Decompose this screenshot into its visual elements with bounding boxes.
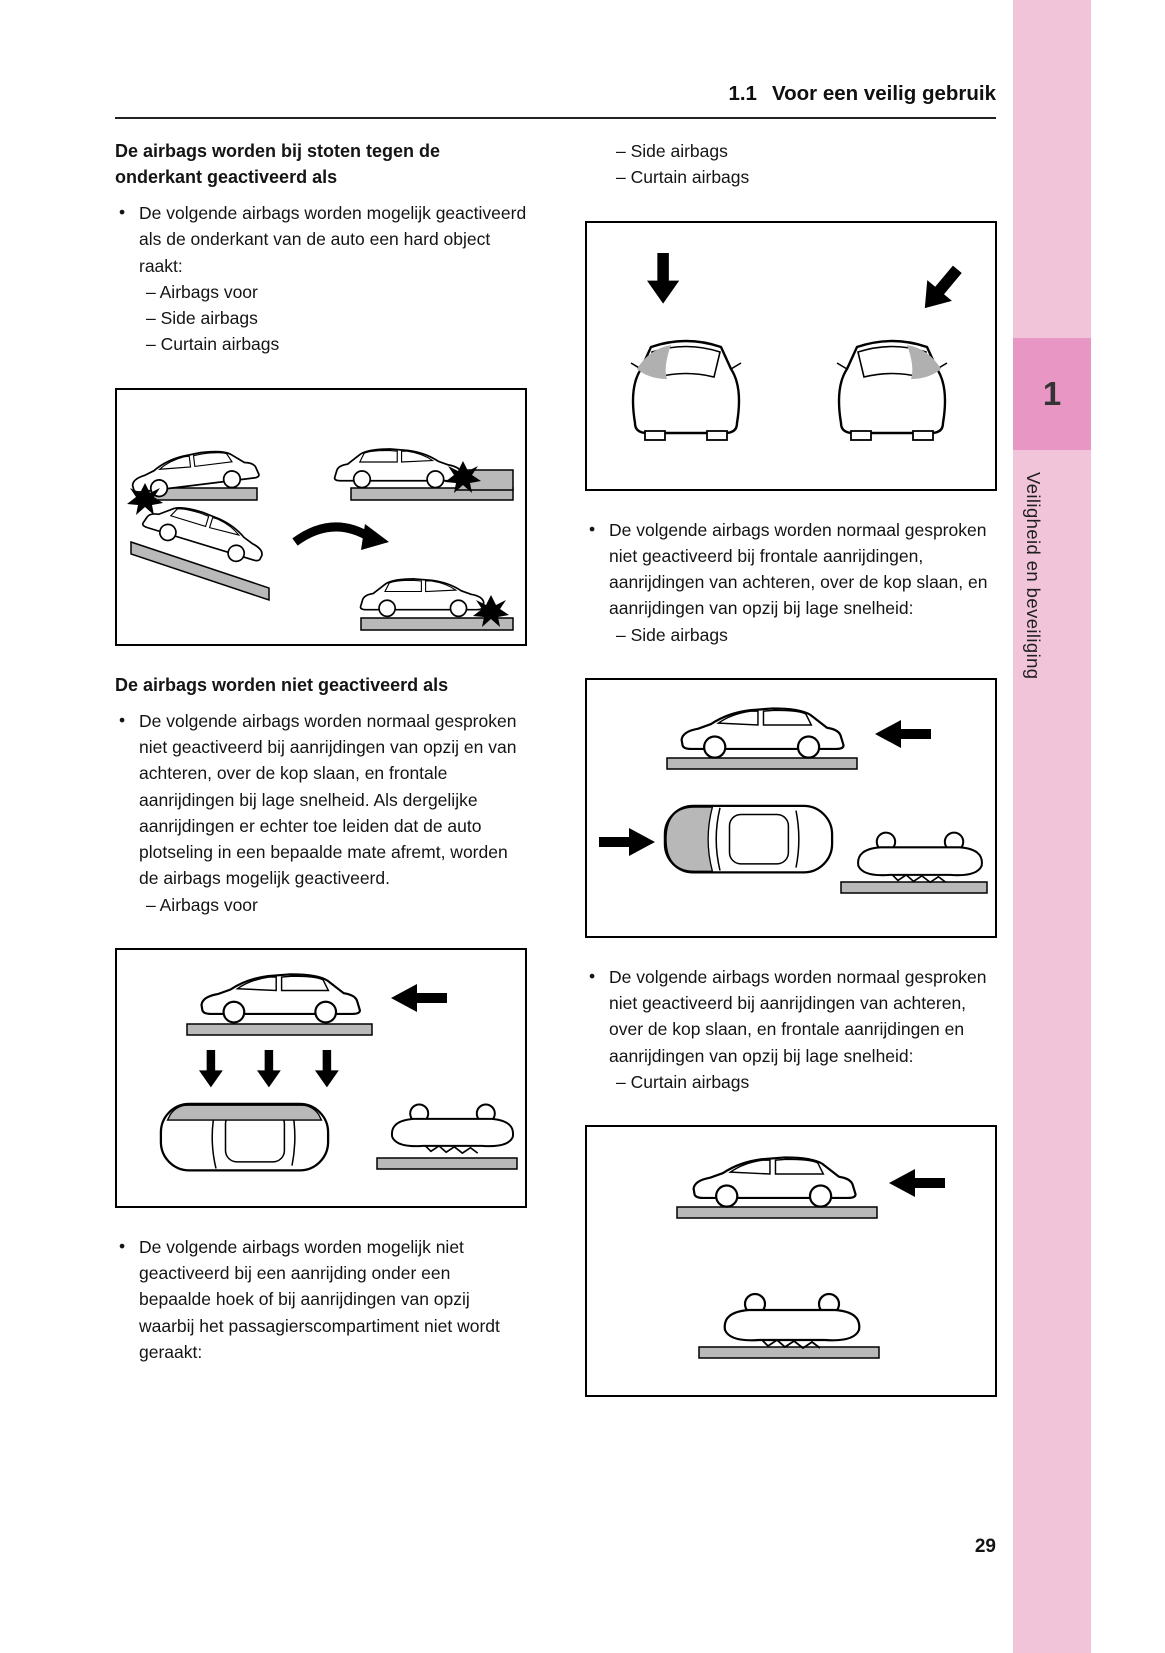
list-item: – Curtain airbags (616, 167, 750, 188)
bullet-marker: • (589, 965, 596, 986)
heading-underside-activated: De airbags worden bij stoten tegen de onderkant geactiveerd als (115, 141, 441, 188)
header-rule (115, 117, 996, 119)
arrow-left-icon (391, 984, 447, 1012)
arrow-left-icon (875, 720, 931, 748)
list-item: – Curtain airbags (146, 334, 280, 355)
bullet-text: De volgende airbags worden mogelijk niet geactiveerd bij een aanrijding onder een bepaalde hoek of bij aanrijdingen van opzij waarbij het passagierscompartiment niet wordt geraakt: (139, 1236, 500, 1362)
page-number: 29 (974, 1536, 996, 1557)
motion-arrowhead-icon (361, 524, 389, 550)
car-rear-impact-icon (202, 974, 360, 1022)
bullet-marker: • (119, 202, 126, 223)
motion-arrow-icon (295, 527, 371, 542)
list-item: – Curtain airbags (616, 1071, 750, 1092)
bullet-text: De volgende airbags worden normaal gesproken niet geactiveerd bij frontale aanrijdingen, aanrijdingen van achteren, over de kop slaan, en aanrijdingen van opzij bij lage snelheid: (609, 519, 988, 619)
section-title: Voor een veilig gebruik (771, 82, 996, 105)
chapter-title-vertical: Veiligheid en beveiliging (1023, 472, 1044, 680)
chapter-number: 1 (1042, 375, 1062, 412)
section-number: 1.1 (728, 82, 757, 105)
arrow-diagonal-icon (912, 259, 969, 318)
figure-side-airbag-exceptions (585, 678, 997, 938)
figure-underside-impacts (115, 388, 527, 646)
right-column (585, 138, 997, 1423)
arrow-down-icon (257, 1050, 281, 1087)
bullet-marker: • (119, 1235, 126, 1256)
left-column (115, 138, 527, 1365)
bullet-marker: • (589, 518, 596, 539)
car-hitting-dip-icon (361, 579, 484, 616)
bullet-item (115, 200, 527, 279)
bullet-item (585, 964, 997, 1069)
bullet-item (115, 708, 527, 892)
arrow-down-icon (199, 1050, 223, 1087)
car-rollover-icon (392, 1104, 513, 1153)
car-rear-impact-icon (694, 1157, 856, 1206)
car-rollover-icon (858, 832, 982, 882)
car-frontal-impact-topview-icon (665, 806, 832, 873)
arrow-down-icon (647, 253, 679, 304)
bullet-text: De volgende airbags worden mogelijk geactiveerd als de onderkant van de auto een hard object raakt: (139, 203, 527, 276)
figure-front-airbag-exceptions (115, 948, 527, 1208)
bullet-text: De volgende airbags worden normaal gesproken niet geactiveerd bij aanrijdingen van opzij en van achteren, over de kop slaan, en frontale aanrijdingen bij lage snelheid. Als dergelijke aanrijdingen er echter toe leiden dat de auto plotseling in een bepaalde mate afremt, worden de airbags mogelijk geactiveerd. (139, 710, 517, 889)
bullet-marker: • (119, 709, 126, 730)
arrow-right-icon (599, 828, 655, 856)
bullet-item (115, 1234, 527, 1365)
list-item: – Airbags voor (146, 894, 258, 915)
list-item: – Side airbags (616, 141, 728, 161)
heading-not-activated: De airbags worden niet geactiveerd als (115, 674, 449, 695)
car-front-left-corner-icon (631, 341, 741, 440)
car-hitting-curb-icon (335, 449, 462, 488)
arrow-down-icon (315, 1050, 339, 1087)
list-item: – Side airbags (146, 308, 258, 329)
chapter-color-strip (1013, 0, 1091, 1653)
figure-curtain-airbag-exceptions (585, 1125, 997, 1397)
figure-corner-impacts (585, 221, 997, 491)
page-header (115, 82, 996, 106)
bullet-item (585, 517, 997, 622)
arrow-left-icon (889, 1169, 945, 1197)
list-item: – Airbags voor (146, 281, 258, 302)
bullet-text: De volgende airbags worden normaal gesproken niet geactiveerd bij aanrijdingen van achteren, over de kop slaan, en frontale aanrijdingen en aanrijdingen van opzij bij lage snelheid: (609, 966, 987, 1066)
list-item: – Side airbags (616, 624, 728, 645)
car-front-right-corner-icon (837, 341, 947, 440)
car-rollover-icon (725, 1294, 860, 1348)
car-side-impact-topview-icon (161, 1104, 328, 1171)
chapter-tab (1013, 338, 1091, 450)
car-rear-impact-icon (682, 708, 844, 757)
